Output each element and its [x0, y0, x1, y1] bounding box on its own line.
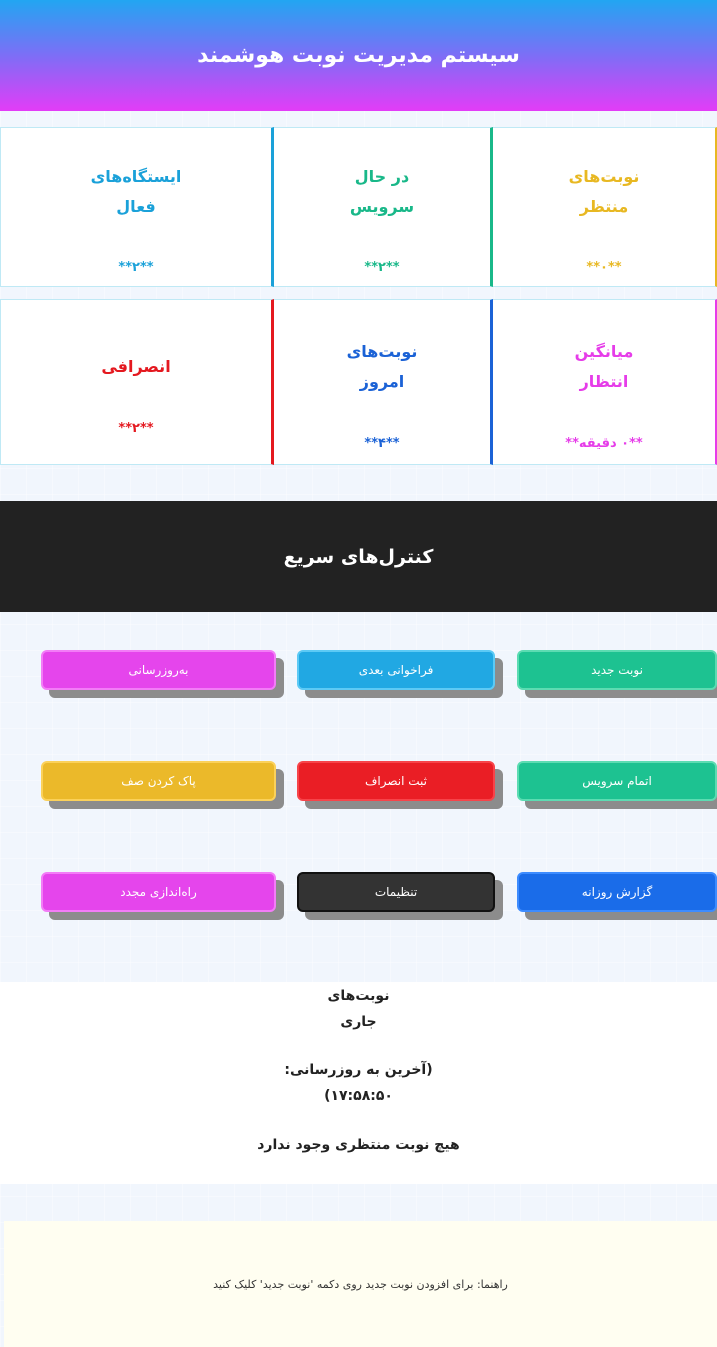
stat-label: میانگین [574, 342, 634, 361]
stat-value: **۰ دقیقه** [565, 436, 643, 451]
stat-label: امروز [359, 372, 405, 391]
daily-report-button[interactable]: گزارش روزانه [517, 872, 717, 912]
new-ticket-button[interactable]: نوبت جدید [517, 650, 717, 690]
stat-value: **۰** [586, 260, 622, 275]
page-title: سیستم مدیریت نوبت هوشمند [197, 43, 520, 68]
register-cancel-button[interactable]: ثبت انصراف [297, 761, 495, 801]
quick-controls-title: کنترل‌های سریع [283, 545, 434, 568]
finish-service-button[interactable]: اتمام سرویس [517, 761, 717, 801]
last-update: (آخرین به روزرسانی: [284, 1062, 433, 1078]
stat-label: انتظار [579, 372, 629, 391]
restart-button[interactable]: راه‌اندازی مجدد [41, 872, 276, 912]
stat-label: ایستگاه‌های [90, 167, 182, 186]
stats-row-1 [0, 127, 717, 287]
stat-cancelled [0, 299, 274, 465]
stat-value: **۴** [364, 436, 400, 451]
clear-queue-button[interactable]: پاک کردن صف [41, 761, 276, 801]
last-update-time: ۱۷:۵۸:۵۰) [324, 1088, 393, 1104]
help-text: راهنما: برای افزودن نوبت جدید روی دکمه 'نوبت جدید' کلیک کنید [213, 1277, 508, 1291]
help-box [4, 1221, 717, 1347]
queue-title: نوبت‌های [327, 988, 390, 1004]
stat-label: فعال [116, 197, 156, 216]
stat-avg-wait [493, 299, 717, 465]
stat-in-service [274, 127, 493, 287]
app-header [0, 0, 717, 111]
empty-queue-message: هیچ نوبت منتظری وجود ندارد [257, 1137, 460, 1153]
queue-title: جاری [340, 1014, 377, 1030]
stat-waiting [493, 127, 717, 287]
call-next-button[interactable]: فراخوانی بعدی [297, 650, 495, 690]
stat-today [274, 299, 493, 465]
stat-active-stations [0, 127, 274, 287]
stat-label: نوبت‌های [346, 342, 418, 361]
stat-label: سرویس [349, 197, 415, 216]
current-queue-panel [0, 982, 717, 1184]
settings-button[interactable]: تنظیمات [297, 872, 495, 912]
stat-value: **۲** [364, 260, 400, 275]
stat-label: نوبت‌های [568, 167, 640, 186]
refresh-button[interactable]: به‌روزرسانی [41, 650, 276, 690]
stats-row-2 [0, 299, 717, 465]
stat-value: **۲** [118, 260, 154, 275]
quick-controls-header [0, 501, 717, 612]
stat-label: انصرافی [101, 357, 171, 376]
stat-label: منتظر [579, 197, 629, 216]
stat-value: **۲** [118, 421, 154, 436]
stat-label: در حال [354, 167, 410, 186]
